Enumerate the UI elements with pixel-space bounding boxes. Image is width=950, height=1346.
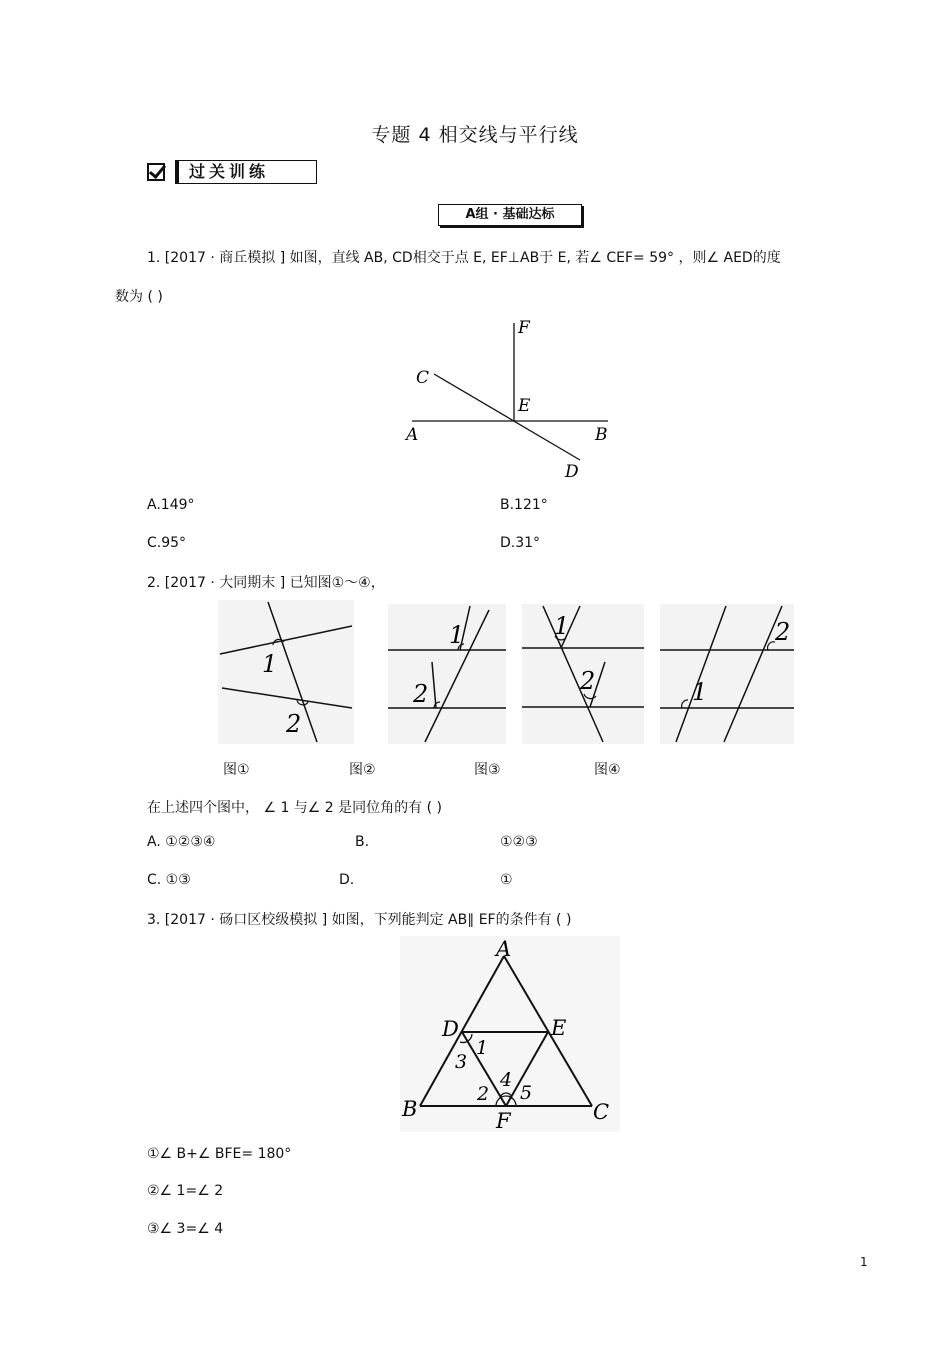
q1-stem: 1. [2017 · 商丘模拟 ] 如图，直线 AB, CD相交于点 E, EF⊥AB于 E, 若∠ CEF= 59° ，则∠ AED的度 [147, 250, 781, 266]
q3-item-2: ②∠ 1=∠ 2 [147, 1183, 224, 1199]
label-f: F [518, 318, 530, 338]
q2-figure-2 [388, 604, 506, 744]
label-a: A [496, 937, 512, 961]
q2-option-d-value[interactable]: ① [500, 872, 513, 888]
q2-figure-3 [522, 604, 644, 744]
label-f: F [496, 1109, 511, 1132]
caption-fig-3: 图③ [474, 762, 501, 778]
q1-stem-cont: 数为 ( ) [115, 289, 163, 305]
q2-option-d-letter[interactable]: D. [339, 872, 355, 888]
group-label: A组 · 基础达标 [438, 204, 582, 226]
caption-fig-1: 图① [223, 762, 250, 778]
caption-fig-4: 图④ [594, 762, 621, 778]
q2-question: 在上述四个图中， ∠ 1 与∠ 2 是同位角的有 ( ) [147, 800, 442, 816]
fig4-angle-2: 2 [775, 618, 791, 646]
page-number: 1 [860, 1255, 868, 1269]
label-c: C [593, 1100, 610, 1124]
label-b: B [595, 425, 608, 445]
line-cd [434, 374, 580, 460]
angle-2: 2 [477, 1083, 490, 1105]
q1-figure [400, 315, 620, 485]
q2-figure-4 [660, 604, 794, 744]
label-a: A [406, 425, 419, 445]
angle-3: 3 [455, 1051, 468, 1073]
q3-item-1: ①∠ B+∠ BFE= 180° [147, 1146, 292, 1162]
angle-4: 4 [500, 1069, 513, 1091]
label-b: B [402, 1097, 418, 1121]
q1-option-b[interactable]: B.121° [500, 497, 548, 513]
q2-figure-1 [218, 600, 354, 744]
checkbox-icon [147, 163, 165, 181]
q2-stem: 2. [2017 · 大同期末 ] 已知图①～④， [147, 575, 385, 591]
fig4-angle-1: 1 [692, 678, 708, 706]
label-d: D [565, 462, 579, 482]
section-label: 过关训练 [175, 160, 317, 184]
q2-option-a[interactable]: A. ①②③④ [147, 834, 216, 850]
fig1-angle-2: 2 [286, 710, 302, 738]
page-title: 专题 4 相交线与平行线 [371, 124, 579, 146]
label-d: D [442, 1017, 459, 1041]
fig1-angle-1: 1 [262, 650, 278, 678]
label-e: E [518, 396, 531, 416]
q3-item-3: ③∠ 3=∠ 4 [147, 1221, 224, 1237]
q2-option-c[interactable]: C. ①③ [147, 872, 191, 888]
q1-option-c[interactable]: C.95° [147, 535, 187, 551]
section-header [147, 160, 317, 184]
q2-option-b-letter[interactable]: B. [355, 834, 370, 850]
label-e: E [551, 1016, 567, 1040]
angle-5: 5 [520, 1082, 533, 1104]
fig2-angle-1: 1 [449, 621, 465, 649]
q3-stem: 3. [2017 · 砀口区校级模拟 ] 如图，下列能判定 AB∥ EF的条件有 ( ) [147, 912, 572, 928]
q1-option-d[interactable]: D.31° [500, 535, 541, 551]
q1-option-a[interactable]: A.149° [147, 497, 195, 513]
label-c: C [416, 368, 430, 388]
fig3-angle-2: 2 [580, 667, 596, 695]
q3-figure [400, 936, 620, 1132]
fig2-angle-2: 2 [413, 680, 429, 708]
q2-option-b-value[interactable]: ①②③ [500, 834, 538, 850]
angle-1: 1 [476, 1037, 489, 1059]
fig3-angle-1: 1 [554, 612, 570, 640]
caption-fig-2: 图② [349, 762, 376, 778]
